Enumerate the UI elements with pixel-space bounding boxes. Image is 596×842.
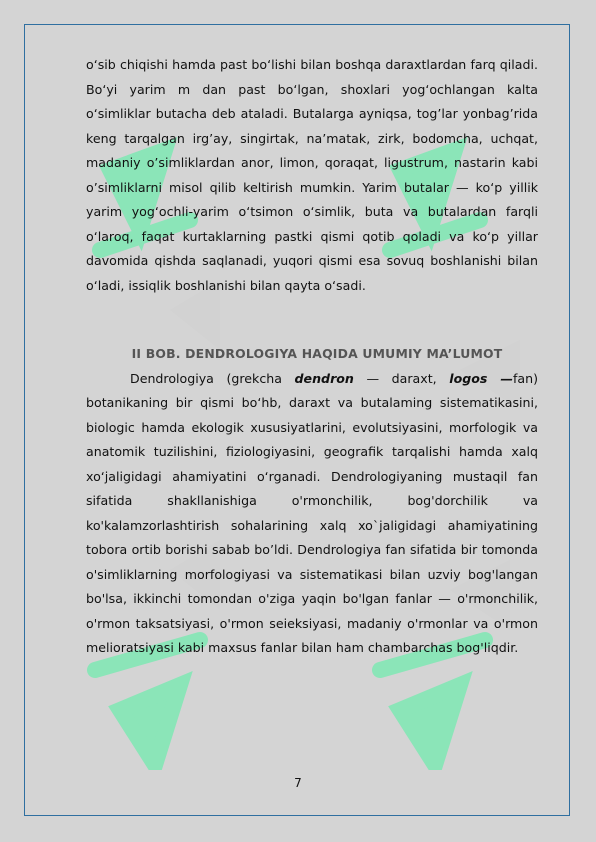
page-number: 7 xyxy=(294,776,302,790)
paragraph-start: Dendrologiya (grekcha xyxy=(130,370,295,386)
chapter-heading: II BOB. DENDROLOGIYA HAQIDA UMUMIY MA’LUMOT xyxy=(131,346,503,361)
term-dendron: dendron xyxy=(294,370,354,386)
paragraph-mid: — daraxt, xyxy=(353,370,450,386)
paragraph-dendrology xyxy=(86,367,538,661)
paragraph-shrubs: o‘sib chiqishi hamda past bo‘lishi bilan boshqa daraxtlardan farq qiladi. Bo‘yi yarim m dan past bo‘lgan, shoxlari yog‘ochlangan kalta o‘simliklar butacha deb ataladi. Butalarga ayniqsa, tog’lar yonbag’rida keng tarqalgan irg’ay, singirtak, na’matak, zirk, bodomcha, uchqat, madaniy o’simliklardan anor, limon, qoraqat, ligustrum, nastarin kabi o’simliklarni misol qilib keltirish mumkin. Yarim butalar — ko‘p yillik yarim yog‘ochli-yarim o‘tsimon o‘simlik, buta va butalardan farqli o‘laroq, faqat kurtaklarning pastki qismi qotib qoladi va ko‘p yillar davomida qishda saqlanadi, yuqori qismi esa sovuq boshlanishi bilan o‘ladi, issiqlik boshlanishi bilan qayta o‘sadi. xyxy=(86,57,538,293)
term-logos: logos — xyxy=(449,370,513,386)
paragraph-rest: fan) botanikaning bir qismi bo‘hb, daraxt va butalaming sistematikasini, biologic hamda ekologik xususiyatlarini, evolutsiyasini, morfologik va anatomik tuzilishini, fiziologiyasini, geografik tarqalishi hamda xalq xo‘jaligidagi ahamiyatini o‘rganadi. Dendrologiyaning mustaqil fan sifatida shakllanishiga o'rmonchilik, bog'dorchilik va ko'kalamzorlashtirish sohalarining xalq xo`jaligidagi ahamiyatining tobora ortib borishi sabab bo’ldi. Dendrologiya fan sifatida bir tomonda o'simliklarning morfologiyasi va sistematikasi bilan uzviy bog'langan bo'lsa, ikkinchi tomondan o'ziga yaqin bo'lgan fanlar — o'rmonchilik, o'rmon taksatsiyasi, o'rmon seieksiyasi, madaniy o'rmonlar va o'rmon melioratsiyasi kabi maxsus fanlar bilan ham chambarchas bog'liqdir. xyxy=(86,370,538,655)
page-content xyxy=(86,53,538,661)
